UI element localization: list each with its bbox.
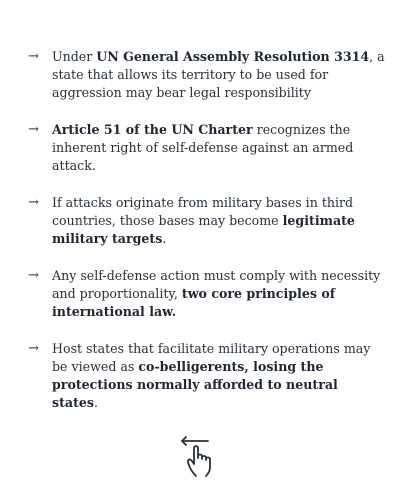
- arrow-right-icon: →: [28, 268, 39, 283]
- swipe-hand-glyph: [176, 432, 224, 480]
- swipe-hand-icon[interactable]: [176, 432, 224, 480]
- arrow-right-icon: →: [28, 122, 39, 137]
- bullet-text: Article 51 of the UN Charter recognizes the inherent right of self-defense against an armed attack.: [52, 122, 354, 173]
- bullet-text: Any self-defense action must comply with necessity and proportionality, two core principles of international law.: [52, 268, 381, 319]
- bullet-text: If attacks originate from military bases in third countries, those bases may become legitimate military targets.: [52, 195, 355, 246]
- bullet-item: [28, 340, 388, 412]
- bullet-text: Host states that facilitate military operations may be viewed as co-belligerents, losing the protections normally afforded to neutral states.: [52, 341, 371, 410]
- bullet-list: [28, 48, 388, 412]
- bullet-item: [28, 121, 388, 175]
- bullet-item: [28, 194, 388, 248]
- bullet-text: Under UN General Assembly Resolution 3314, a state that allows its territory to be used for aggression may bear legal responsibility: [52, 49, 385, 100]
- bullet-item: [28, 48, 388, 102]
- bullet-item: [28, 267, 388, 321]
- arrow-right-icon: →: [28, 49, 39, 64]
- arrow-right-icon: →: [28, 341, 39, 356]
- arrow-right-icon: →: [28, 195, 39, 210]
